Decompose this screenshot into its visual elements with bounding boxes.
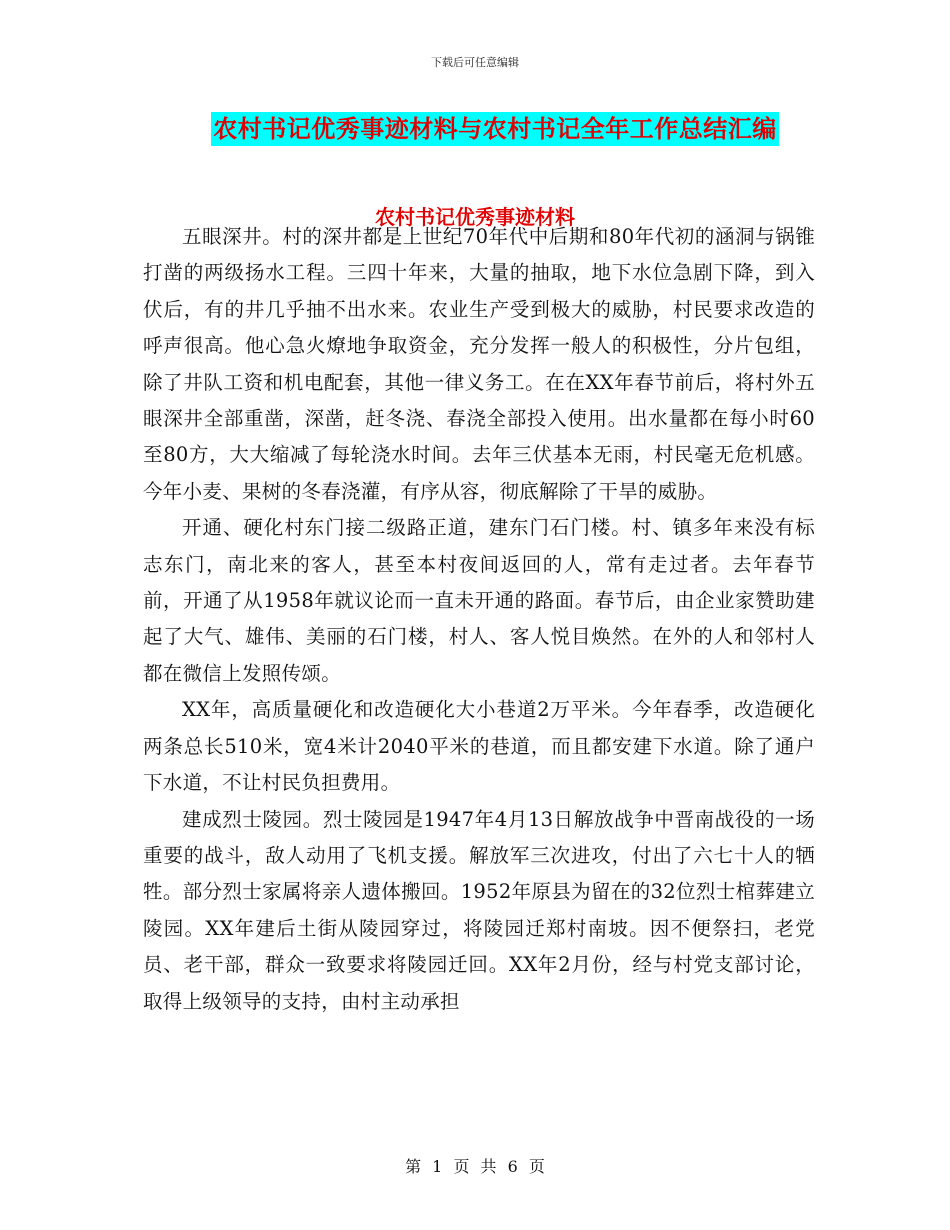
document-body [143, 219, 815, 1020]
section-title: 农村书记优秀事迹材料 [375, 205, 575, 229]
main-title: 农村书记优秀事迹材料与农村书记全年工作总结汇编 [211, 112, 779, 146]
page-header-note: 下载后可任意编辑 [431, 56, 519, 69]
page-number-footer: 第 1 页 共 6 页 [405, 1157, 545, 1176]
paragraph-3: XX年，高质量硬化和改造硬化大小巷道2万平米。今年春季，改造硬化两条总长510米，宽4米计2040平米的巷道，而且都安建下水道。除了通户下水道，不让村民负担费用。 [143, 698, 815, 795]
paragraph-4: 建成烈士陵园。烈士陵园是1947年4月13日解放战争中晋南战役的一场重要的战斗，敌人动用了飞机支援。解放军三次进攻，付出了六七十人的牺牲。部分烈士家属将亲人遗体搬回。1952年原县为留在的32位烈士棺葬建立陵园。XX年建后土街从陵园穿过，将陵园迁郑村南坡。因不便祭扫，老党员、老干部，群众一致要求将陵园迁回。XX年2月份，经与村党支部讨论，取得上级领导的支持，由村主动承担 [143, 807, 815, 1013]
main-title-container [0, 112, 950, 146]
paragraph-1: 五眼深井。村的深井都是上世纪70年代中后期和80年代初的涵洞与锅锥打凿的两级扬水工程。三四十年来，大量的抽取，地下水位急剧下降，到入伏后，有的井几乎抽不出水来。农业生产受到极大的威胁，村民要求改造的呼声很高。他心急火燎地争取资金，充分发挥一般人的积极性，分片包组，除了井队工资和机电配套，其他一律义务工。在在XX年春节前后，将村外五眼深井全部重凿，深凿，赶冬浇、春浇全部投入使用。出水量都在每小时60至80方，大大缩减了每轮浇水时间。去年三伏基本无雨，村民毫无危机感。今年小麦、果树的冬春浇灌，有序从容，彻底解除了干旱的威胁。 [143, 225, 815, 503]
paragraph-2: 开通、硬化村东门接二级路正道，建东门石门楼。村、镇多年来没有标志东门，南北来的客人，甚至本村夜间返回的人，常有走过者。去年春节前，开通了从1958年就议论而一直未开通的路面。春节后，由企业家赞助建起了大气、雄伟、美丽的石门楼，村人、客人悦目焕然。在外的人和邻村人都在微信上发照传颂。 [143, 516, 815, 685]
